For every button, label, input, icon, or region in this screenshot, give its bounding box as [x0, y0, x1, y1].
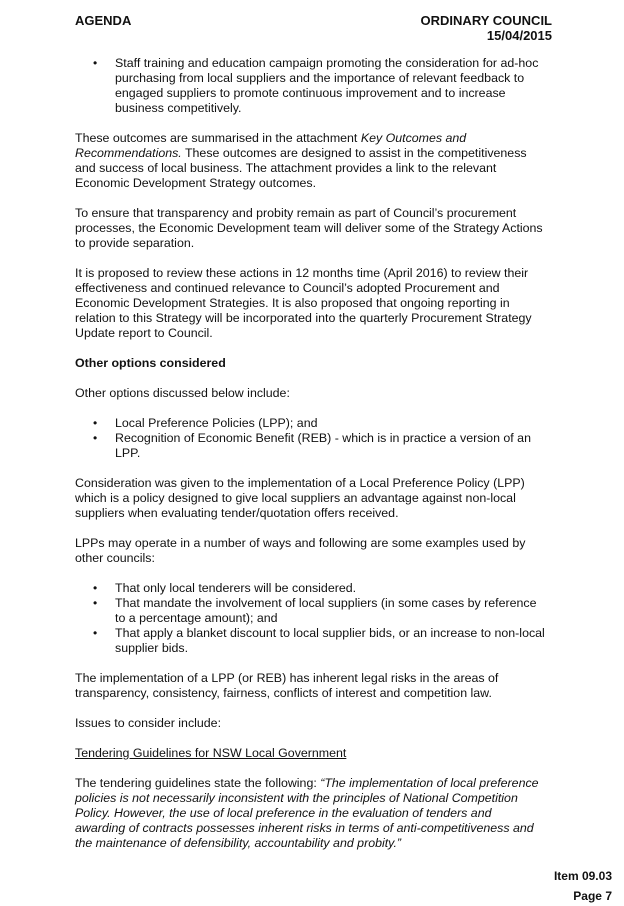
paragraph-review: It is proposed to review these actions in 12 months time (April 2016) to review their effectiveness and continued relevance to Council’s adopted Procurement and Economic Development Strategies. It is also proposed that ongoing reporting in relation to this Strategy will be incorporated into the quarterly Procurement Strategy Update report to Council. — [75, 266, 532, 340]
footer-item-number: Item 09.03 — [553, 869, 612, 883]
list-item: • Staff training and education campaign promoting the consideration for ad-hoc purchasing from local suppliers and the importance of relevant feedback to engaged suppliers to promote continuous improvement and to increase business competitively. — [115, 56, 545, 116]
paragraph-risks: The implementation of a LPP (or REB) has inherent legal risks in the areas of transparency, consistency, fairness, conflicts of interest and competition law. — [75, 671, 499, 700]
paragraph-lpps: LPPs may operate in a number of ways and following are some examples used by other councils: — [75, 536, 526, 565]
page-footer — [554, 866, 612, 906]
header-meeting-title: ORDINARY COUNCIL — [420, 13, 552, 28]
header-meeting — [421, 13, 552, 43]
document-body — [75, 56, 545, 866]
guidelines-quote: “The implementation of local preference policies is not necessarily inconsistent with the principles of National Competition Policy. However, the use of local preference in the evaluation of tenders and awarding of contracts possesses inherent risks in terms of anti-competitiveness and the maintenance of defensibility, accountability and probity.” — [75, 776, 539, 850]
bullet-list-options — [75, 416, 545, 461]
list-item: • That apply a blanket discount to local supplier bids, or an increase to non-local supplier bids. — [115, 626, 545, 656]
header-agenda: AGENDA — [75, 13, 132, 28]
paragraph-consideration: Consideration was given to the implementation of a Local Preference Policy (LPP) which is a policy designed to give local suppliers an advantage against non-local suppliers when evaluating tender/quotation offers received. — [75, 476, 525, 520]
list-item: • That mandate the involvement of local suppliers (in some cases by reference to a percentage amount); and — [115, 596, 545, 626]
paragraph-probity: To ensure that transparency and probity remain as part of Council’s procurement processes, the Economic Development team will deliver some of the Strategy Actions to provide separation. — [75, 206, 543, 250]
paragraph-outcomes — [75, 131, 545, 191]
footer-page-number: Page 7 — [573, 889, 612, 903]
bullet-list-top — [75, 56, 545, 116]
list-item: • That only local tenderers will be considered. — [115, 581, 545, 596]
paragraph-other-intro: Other options discussed below include: — [75, 386, 290, 400]
subheading-tendering-guidelines: Tendering Guidelines for NSW Local Government — [75, 746, 347, 760]
paragraph-issues: Issues to consider include: — [75, 716, 222, 730]
section-heading-other-options: Other options considered — [75, 356, 226, 370]
attachment-title: Key Outcomes and Recommendations. — [75, 131, 467, 160]
paragraph-guidelines — [75, 776, 545, 851]
header-meeting-date: 15/04/2015 — [486, 28, 552, 43]
bullet-list-examples — [75, 581, 545, 656]
list-item: • Local Preference Policies (LPP); and — [115, 416, 545, 431]
text-span: These outcomes are summarised in the attachment — [75, 131, 361, 145]
text-span: These outcomes are designed to assist in the competitiveness and success of local business. The attachment provides a link to the relevant Economic Development Strategy outcomes. — [75, 146, 527, 190]
text-span: The tendering guidelines state the following: — [75, 776, 321, 790]
list-item: • Recognition of Economic Benefit (REB) - which is in practice a version of an LPP. — [115, 431, 545, 461]
